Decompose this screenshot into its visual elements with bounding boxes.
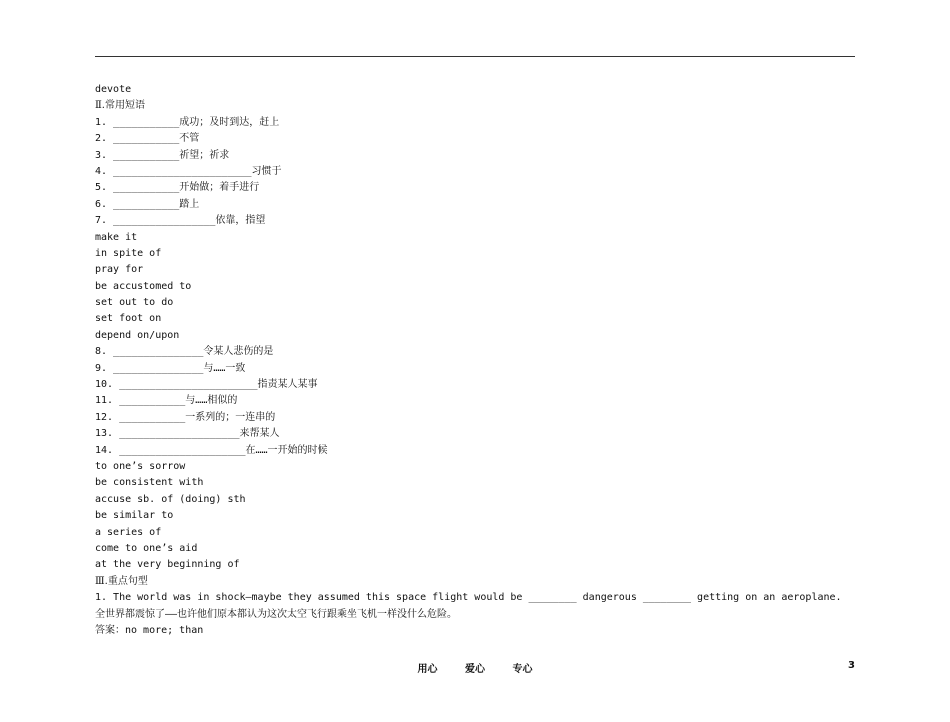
text-line: be similar to <box>95 510 174 522</box>
text-line: 1. The world was in shock—maybe they assumed this space flight would be ________ dangerous ________ getting on an aeroplane. <box>95 592 842 604</box>
text-line: 13. ____________________来帮某人 <box>95 428 280 440</box>
text-line: be accustomed to <box>95 280 192 292</box>
text-line: at the very beginning of <box>95 559 240 571</box>
text-line: depend on/upon <box>95 329 180 341</box>
footer-item: 爱心 <box>465 664 485 675</box>
header-rule <box>95 56 855 57</box>
text-line: be consistent with <box>95 477 204 489</box>
document-body <box>95 82 855 639</box>
footer-item: 用心 <box>417 664 438 675</box>
text-line: 4. _______________________习惯于 <box>95 165 282 177</box>
text-line: 11. ___________与……相似的 <box>95 395 238 407</box>
text-line: 2. ___________不管 <box>95 133 200 145</box>
text-line: set out to do <box>95 297 174 309</box>
text-line: make it <box>95 231 138 243</box>
text-line: a series of <box>95 526 162 538</box>
text-line: 答案：no more; than <box>95 624 204 636</box>
text-line: 5. ___________开始做；着手进行 <box>95 182 260 194</box>
text-line: 3. ___________祈望；祈求 <box>95 149 230 161</box>
text-line: 12. ___________一系列的；一连串的 <box>95 411 276 423</box>
text-line: 9. _______________与……一致 <box>95 362 246 374</box>
text-line: 1. ___________成功；及时到达，赶上 <box>95 116 280 128</box>
text-line: to one’s sorrow <box>95 460 186 472</box>
text-line: in spite of <box>95 247 162 259</box>
text-line: come to one’s aid <box>95 542 198 554</box>
text-line: 7. _________________依靠，指望 <box>95 215 266 227</box>
section-heading: Ⅲ.重点句型 <box>95 575 148 587</box>
text-line: devote <box>95 84 132 95</box>
text-line: pray for <box>95 264 144 276</box>
text-line: 6. ___________踏上 <box>95 198 200 210</box>
text-line: 8. _______________令某人悲伤的是 <box>95 346 274 358</box>
page-footer <box>0 660 950 675</box>
footer-item: 专心 <box>512 664 533 675</box>
text-line: set foot on <box>95 313 162 325</box>
page-number: 3 <box>848 660 855 671</box>
section-heading: Ⅱ.常用短语 <box>95 100 145 112</box>
text-line: 10. _______________________指责某人某事 <box>95 379 318 391</box>
text-line: 14. _____________________在……一开始的时候 <box>95 444 328 456</box>
text-line: accuse sb. of (doing) sth <box>95 493 246 505</box>
text-line: 全世界都震惊了——也许他们原本都认为这次太空飞行跟乘坐飞机一样没什么危险。 <box>95 608 458 620</box>
